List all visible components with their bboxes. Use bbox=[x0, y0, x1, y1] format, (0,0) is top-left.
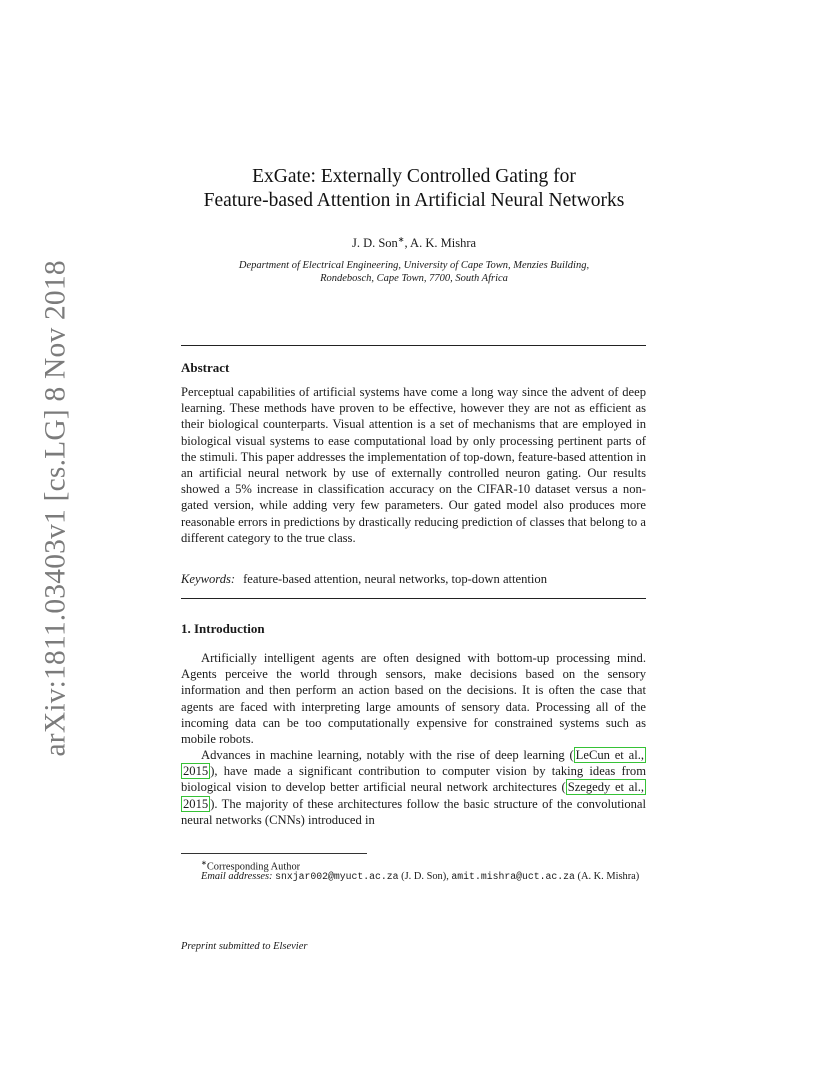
footnote-corresponding-text: Corresponding Author bbox=[206, 861, 301, 873]
citation-lecun-name[interactable]: LeCun et al., bbox=[575, 748, 644, 762]
email-mishra[interactable]: amit.mishra@uct.ac.za bbox=[451, 871, 575, 882]
author-rest: , A. K. Mishra bbox=[404, 236, 477, 251]
affiliation-line-1: Department of Electrical Engineering, University of Cape Town, Menzies Building, bbox=[238, 260, 590, 271]
preprint-note: Preprint submitted to Elsevier bbox=[181, 941, 308, 952]
footnote-emails bbox=[181, 870, 646, 883]
corresponding-marker: ∗ bbox=[397, 235, 405, 244]
citation-lecun-year[interactable]: 2015 bbox=[183, 764, 209, 779]
introduction-paragraph-1: Artificially intelligent agents are often designed with bottom-up processing mind. Agents perceive the world through sensors, make decisions based on the sensory information and then perform an action based on the decisions. It is often the case that agents are faced with interpreting large amounts of sensory data. Processing all of the incoming data can be too computationally expensive for constrained systems such as mobile robots. bbox=[181, 651, 646, 747]
citation-szegedy-year[interactable]: 2015 bbox=[183, 796, 209, 811]
introduction-heading: 1. Introduction bbox=[181, 621, 265, 636]
paper-title-line-2: Feature-based Attention in Artificial Neural Networks bbox=[203, 190, 625, 211]
para2-text-a: Advances in machine learning, notably with the rise of deep learning ( bbox=[201, 748, 574, 762]
affiliation-line-2: Rondebosch, Cape Town, 7700, South Africa bbox=[320, 273, 508, 284]
author-first: J. D. Son bbox=[351, 236, 398, 251]
abstract-bottom-rule bbox=[181, 598, 646, 599]
abstract-heading: Abstract bbox=[181, 360, 230, 375]
email-son-owner: (J. D. Son), bbox=[401, 871, 449, 882]
paper-title-line-1: ExGate: Externally Controlled Gating for bbox=[252, 166, 576, 187]
email-son[interactable]: snxjar002@myuct.ac.za bbox=[275, 871, 399, 882]
author-list bbox=[120, 235, 708, 251]
keywords-text: feature-based attention, neural networks, top-down attention bbox=[243, 572, 548, 586]
keywords-line bbox=[181, 571, 646, 587]
abstract-body: Perceptual capabilities of artificial systems have come a long way since the advent of deep learning. These methods have proven to be effective, however they are not as efficient as their biological counterparts. Visual attention is a set of mechanisms that are employed in biological visual systems to ease computational load by only processing pertinent parts of the stimuli. This paper addresses the implementation of top-down, feature-based attention in an artificial neural network by use of externally controlled neuron gating. Our results showed a 5% increase in classification accuracy on the CIFAR-10 dataset versus a non-gated version, while adding very few parameters. Our gated model also produces more reasonable errors in predictions by drastically reducing prediction of classes that belong to a different category to the true class. bbox=[181, 385, 646, 545]
abstract-top-rule bbox=[181, 345, 646, 346]
para2-text-b: ), have made a significant contribution to computer vision by taking ideas from biological vision to develop better artificial neural network architectures ( bbox=[181, 764, 646, 795]
keywords-label: Keywords: bbox=[181, 572, 236, 586]
para2-text-c: ). The majority of these architectures follow the basic structure of the convolutional neural networks (CNNs) introduced in bbox=[181, 796, 646, 827]
footnote-marker: ∗ bbox=[201, 859, 207, 867]
footnote-rule bbox=[181, 853, 367, 854]
arxiv-side-stamp: arXiv:1811.03403v1 [cs.LG] 8 Nov 2018 bbox=[39, 260, 72, 757]
email-label: Email addresses: bbox=[201, 871, 273, 882]
citation-szegedy-name[interactable]: Szegedy et al., bbox=[567, 780, 645, 795]
email-mishra-owner: (A. K. Mishra) bbox=[577, 871, 640, 882]
introduction-paragraph-2 bbox=[181, 747, 646, 828]
